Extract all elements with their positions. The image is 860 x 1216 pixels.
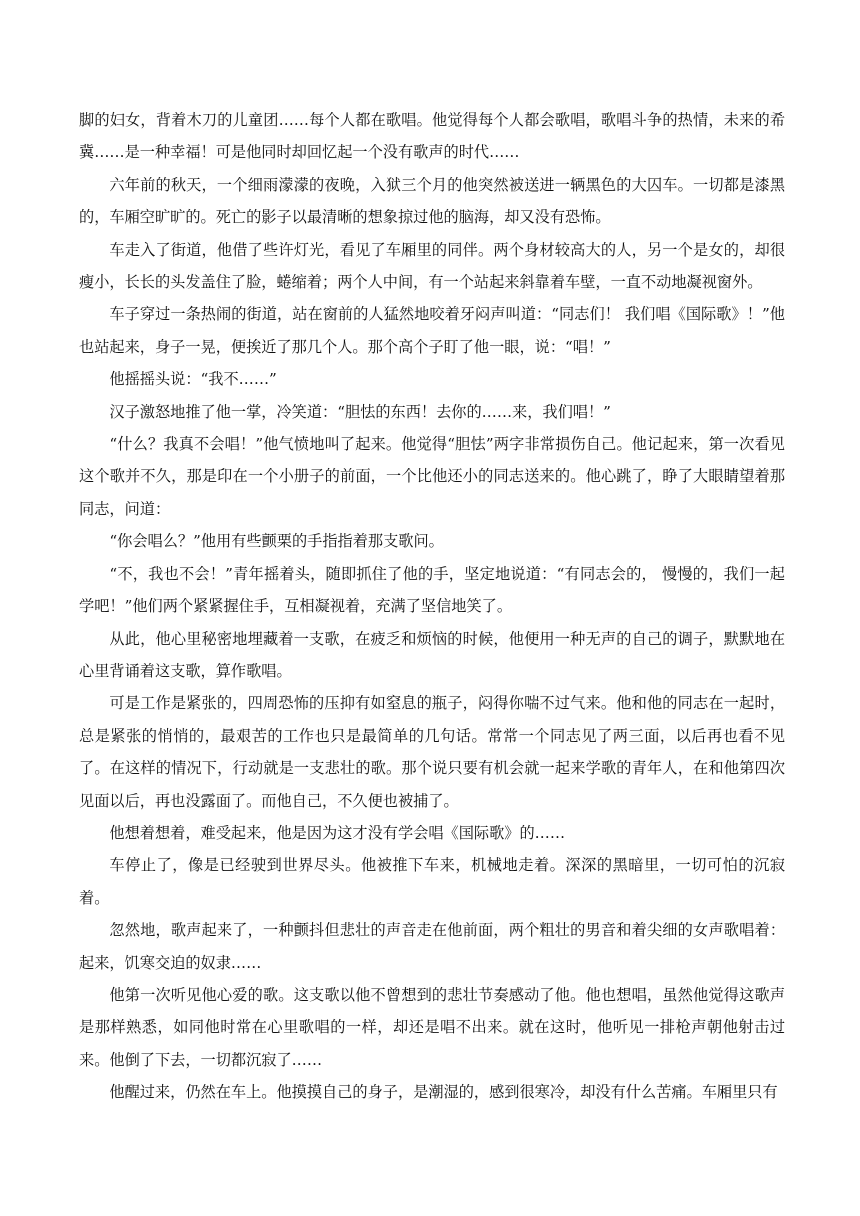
paragraph: 他醒过来，仍然在车上。他摸摸自己的身子，是潮湿的，感到很寒冷，却没有什么苦痛。车厢里只有 — [109, 1083, 778, 1102]
paragraph: 忽然地，歌声起来了，一种颤抖但悲壮的声音走在他前面，两个粗壮的男音和着尖细的女声歌唱着：起来，饥寒交迫的奴隶…… — [79, 921, 785, 972]
story-text — [79, 104, 785, 1109]
paragraph-continuation: 脚的妇女，背着木刀的儿童团……每个人都在歌唱。他觉得每个人都会歌唱，歌唱斗争的热情，未来的希冀……是一种幸福！可是他同时却回忆起一个没有歌声的时代…… — [79, 111, 785, 162]
paragraph: 他第一次听见他心爱的歌。这支歌以他不曾想到的悲壮节奏感动了他。他也想唱，虽然他觉得这歌声是那样熟悉，如同他时常在心里歌唱的一样，却还是唱不出来。就在这时，他听见一排枪声朝他射击过来。他倒了下去，一切都沉寂了…… — [79, 985, 785, 1069]
paragraph: 六年前的秋天，一个细雨濛濛的夜晚，入狱三个月的他突然被送进一辆黑色的大囚车。一切都是漆黑的，车厢空旷旷的。死亡的影子以最清晰的想象掠过他的脑海，却又没有恐怖。 — [79, 175, 785, 227]
paragraph: 车走入了街道，他借了些许灯光，看见了车厢里的同伴。两个身材较高大的人，另一个是女的，却很瘦小，长长的头发盖住了脸，蜷缩着；两个人中间，有一个站起来斜靠着车壁，一直不动地凝视窗外。 — [79, 240, 785, 292]
paragraph: 他摇摇头说：“我不……” — [109, 370, 277, 389]
paragraph: “不，我也不会！”青年摇着头，随即抓住了他的手，坚定地说道：“有同志会的， 慢慢的，我们一起学吧！”他们两个紧紧握住手，互相凝视着，充满了坚信地笑了。 — [79, 564, 785, 616]
paragraph: 可是工作是紧张的，四周恐怖的压抑有如窒息的瓶子，闷得你喘不过气来。他和他的同志在一起时，总是紧张的悄悄的，最艰苦的工作也只是最简单的几句话。常常一个同志见了两三面，以后再也看不见了。在这样的情况下，行动就是一支悲壮的歌。那个说只要有机会就一起来学歌的青年人，在和他第四次见面以后，再也没露面了。而他自己，不久便也被捕了。 — [79, 694, 785, 810]
paragraph: “什么？我真不会唱！”他气愤地叫了起来。他觉得“胆怯”两字非常损伤自己。他记起来，第一次看见这个歌并不久，那是印在一个小册子的前面，一个比他还小的同志送来的。他心跳了，睁了大眼睛望着那同志，问道： — [79, 435, 785, 518]
paragraph: “你会唱么？”他用有些颤栗的手指指着那支歌问。 — [109, 532, 444, 551]
paragraph: 车停止了，像是已经驶到世界尽头。他被推下车来，机械地走着。深深的黑暗里，一切可怕的沉寂着。 — [79, 856, 785, 907]
paragraph: 从此，他心里秘密地埋藏着一支歌，在疲乏和烦恼的时候，他便用一种无声的自己的调子，默默地在心里背诵着这支歌，算作歌唱。 — [79, 629, 785, 680]
paragraph: 他想着想着，难受起来，他是因为这才没有学会唱《国际歌》的…… — [109, 823, 566, 842]
paragraph: 汉子激怒地推了他一掌，冷笑道：“胆怯的东西！去你的……来，我们唱！” — [109, 402, 611, 421]
paragraph: 车子穿过一条热闹的街道，站在窗前的人猛然地咬着牙闷声叫道：“同志们！ 我们唱《国际歌》！”他也站起来，身子一晃，便挨近了那几个人。那个高个子盯了他一眼，说：“唱！” — [79, 305, 785, 356]
